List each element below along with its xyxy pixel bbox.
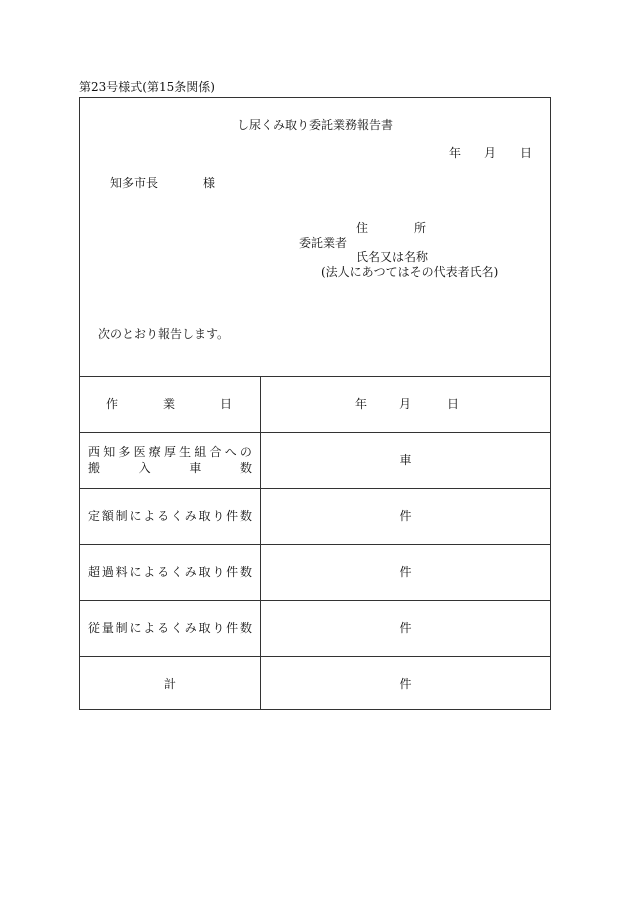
excess-fee-unit: 件	[399, 565, 412, 579]
delivery-vehicle-unit: 車	[399, 453, 412, 467]
label-char: る	[157, 621, 170, 635]
label-char: 額	[101, 509, 114, 523]
label-char: 件	[226, 621, 239, 635]
label-char: 入	[138, 461, 151, 475]
table-rule	[80, 656, 550, 657]
label-char: る	[157, 565, 170, 579]
label-char: 件	[226, 509, 239, 523]
label-char: 超	[88, 565, 101, 579]
total-unit: 件	[399, 677, 412, 691]
label-char: り	[212, 565, 225, 579]
report-statement: 次のとおり報告します。	[98, 327, 230, 341]
label-char: り	[212, 621, 225, 635]
table-column-divider	[260, 376, 261, 709]
table-rule	[80, 432, 550, 433]
delivery-vehicle-label	[80, 446, 260, 458]
label-char: り	[212, 509, 225, 523]
label-char: く	[170, 621, 183, 635]
label-char: 数	[239, 509, 252, 523]
label-char: よ	[143, 565, 156, 579]
label-char: に	[129, 621, 142, 635]
excess-fee-label	[80, 566, 260, 578]
label-char: 西	[88, 445, 101, 459]
label-char: く	[170, 565, 183, 579]
addressee-honorific: 様	[203, 176, 216, 190]
label-char: 療	[148, 445, 161, 459]
label-char: 過	[101, 565, 114, 579]
table-rule	[80, 600, 550, 601]
work-date-label: 作 業 日	[106, 397, 232, 411]
label-char: 車	[189, 461, 202, 475]
label-char: 多	[118, 445, 131, 459]
label-char: 合	[209, 445, 222, 459]
date-day: 日	[520, 146, 533, 160]
label-char: み	[184, 621, 197, 635]
work-date-day: 日	[447, 397, 460, 411]
label-char: 件	[226, 565, 239, 579]
delivery-vehicle-label-line2	[80, 462, 260, 474]
metered-rate-unit: 件	[399, 621, 412, 635]
label-char: 搬	[88, 461, 101, 475]
addressee-name: 知多市長	[110, 176, 159, 190]
contractor-address-1: 住	[356, 221, 369, 235]
fixed-rate-unit: 件	[399, 509, 412, 523]
label-char: 知	[103, 445, 116, 459]
label-char: に	[129, 509, 142, 523]
table-rule	[80, 488, 550, 489]
contractor-note: (法人にあつてはその代表者氏名)	[321, 265, 499, 279]
label-char: よ	[143, 621, 156, 635]
fixed-rate-label	[80, 510, 260, 522]
label-char: 料	[115, 565, 128, 579]
date-month: 月	[484, 146, 497, 160]
label-char: 量	[101, 621, 114, 635]
label-char: 医	[133, 445, 146, 459]
table-top-rule	[80, 376, 550, 377]
report-form	[79, 97, 551, 710]
label-char: 厚	[163, 445, 176, 459]
label-char: に	[129, 565, 142, 579]
label-char: 従	[88, 621, 101, 635]
label-char: 数	[239, 461, 252, 475]
label-char: の	[239, 445, 252, 459]
contractor-label: 委託業者	[299, 236, 348, 250]
label-char: 定	[88, 509, 101, 523]
label-char: 制	[115, 509, 128, 523]
label-char: 取	[198, 509, 211, 523]
label-char: く	[170, 509, 183, 523]
total-label: 計	[163, 677, 176, 691]
label-char: み	[184, 565, 197, 579]
label-char: 制	[115, 621, 128, 635]
contractor-name-label: 氏名又は名称	[356, 250, 429, 264]
metered-rate-label	[80, 622, 260, 634]
label-char: へ	[224, 445, 237, 459]
label-char: よ	[143, 509, 156, 523]
table-rule	[80, 544, 550, 545]
label-char: 生	[179, 445, 192, 459]
label-char: 数	[239, 621, 252, 635]
date-year: 年	[449, 146, 462, 160]
label-char: る	[157, 509, 170, 523]
form-number: 第23号様式(第15条関係)	[79, 80, 215, 94]
label-char: 組	[194, 445, 207, 459]
contractor-address-2: 所	[414, 221, 427, 235]
label-char: 取	[198, 565, 211, 579]
work-date-year: 年	[355, 397, 368, 411]
work-date-month: 月	[399, 397, 412, 411]
report-title: し尿くみ取り委託業務報告書	[236, 118, 393, 132]
label-char: 数	[239, 565, 252, 579]
label-char: み	[184, 509, 197, 523]
label-char: 取	[198, 621, 211, 635]
